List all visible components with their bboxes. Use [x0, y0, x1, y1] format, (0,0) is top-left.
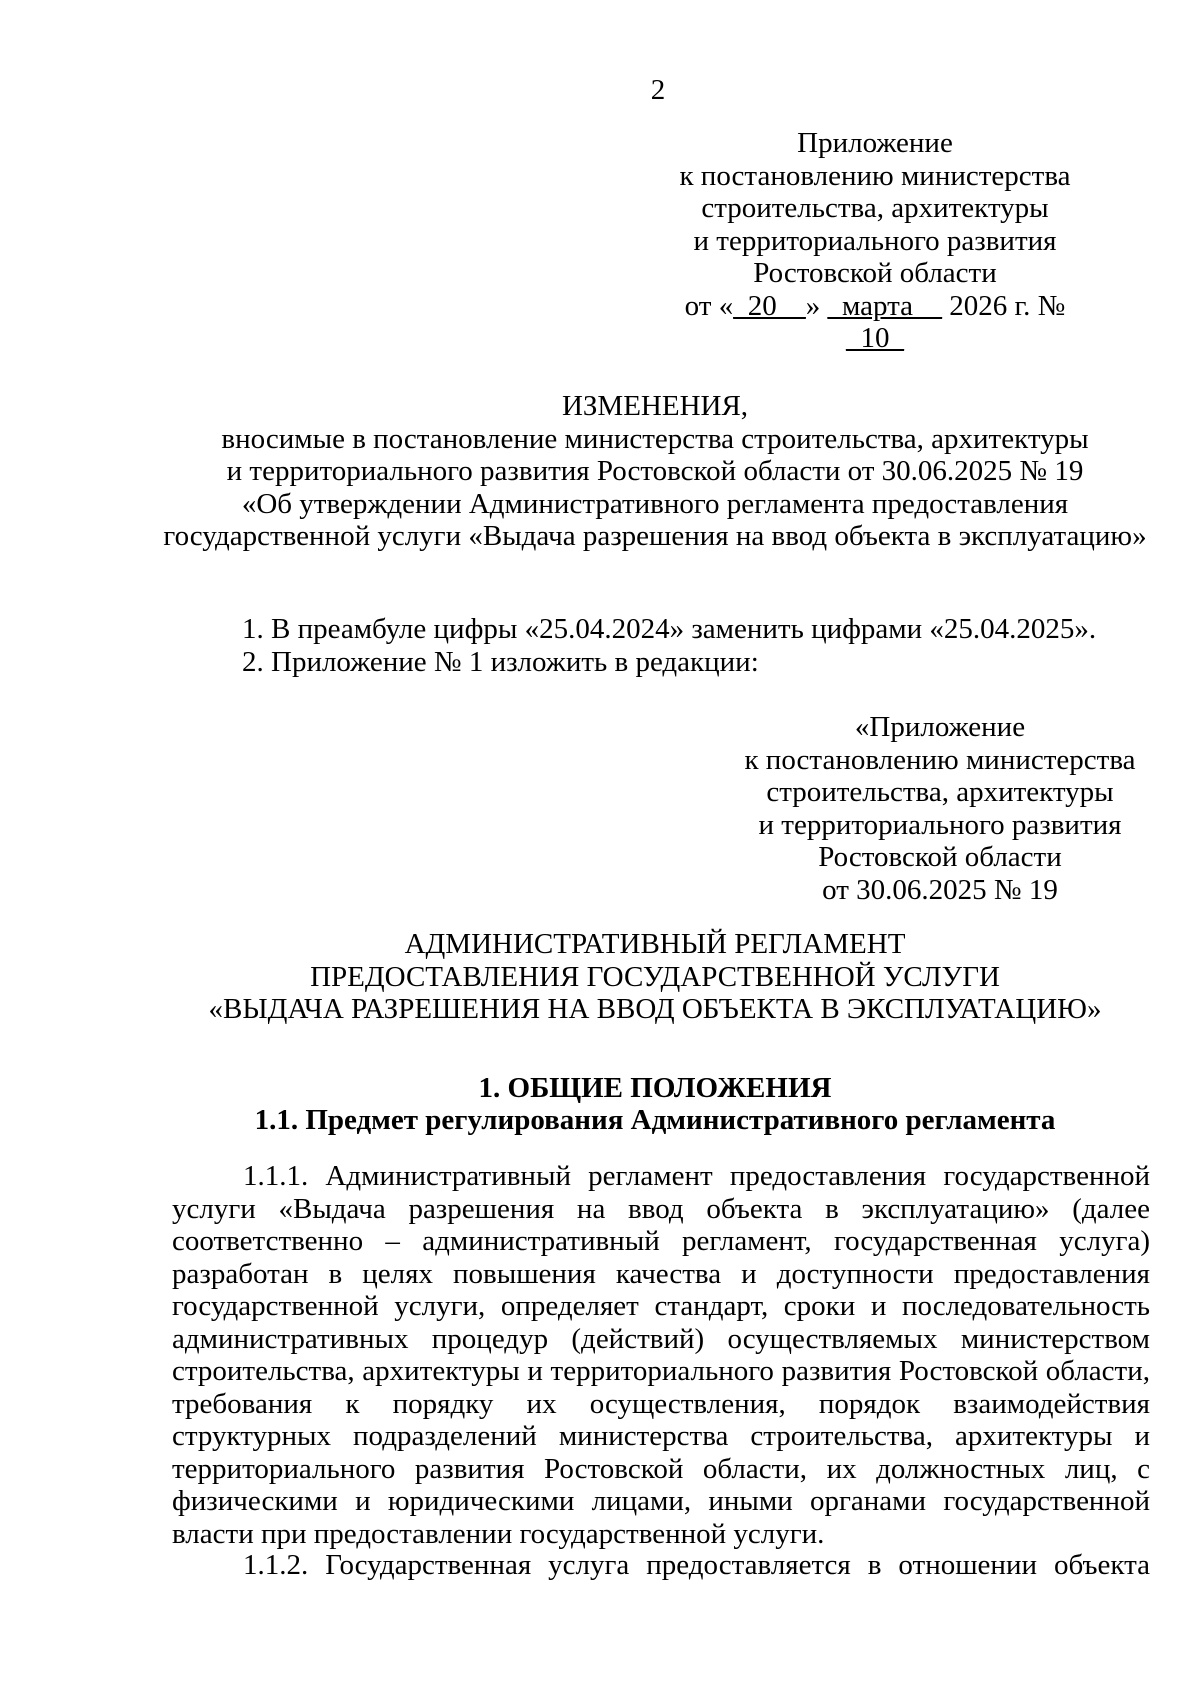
appendix-line: «Приложение [854, 711, 1026, 743]
changes-line: «Об утверждении Административного регламента предоставления [241, 487, 1069, 520]
regulation-line: АДМИНИСТРАТИВНЫЙ РЕГЛАМЕНТ [404, 928, 906, 960]
date-prefix: от « [684, 289, 734, 322]
appendix-line: строительства, архитектуры [701, 192, 1049, 224]
subsection-heading: 1.1. Предмет регулирования Административного регламента [254, 1104, 1056, 1136]
changes-heading [160, 390, 1150, 553]
appendix-line: и территориального развития [693, 224, 1057, 257]
appendix-line: Приложение [797, 127, 953, 159]
page-number: 2 [650, 74, 666, 106]
date-day: _20__ [733, 289, 806, 322]
inner-appendix-header [740, 711, 1140, 906]
paragraph-1-1-1: 1.1.1. Административный регламент предоставления государственной услуги «Выдача разрешения на ввод объекта в эксплуатацию» (далее соответственно – административный регламент, государственная услуга) разработан в целях повышения качества и доступности предоставления государственной услуги, определяет стандарт, сроки и последовательность административных процедур (действий) осуществляемых министерством строительства, архитектуры и территориального развития Ростовской области, требования к порядку их осуществления, порядок взаимодействия структурных подразделений министерства строительства, архитектуры и территориального развития Ростовской области, их должностных лиц, с физическими и юридическими лицами, иными органами государственной власти при предоставлении государственной услуги. [172, 1160, 1150, 1550]
date-number: _10_ [846, 322, 904, 354]
regulation-line: ПРЕДОСТАВЛЕНИЯ ГОСУДАРСТВЕННОЙ УСЛУГИ [310, 960, 1000, 993]
appendix-line: Ростовской области [753, 257, 997, 289]
regulation-line: «ВЫДАЧА РАЗРЕШЕНИЯ НА ВВОД ОБЪЕКТА В ЭКСПЛУАТАЦИЮ» [208, 993, 1102, 1025]
date-month: _марта__ [827, 289, 943, 322]
appendix-line: к постановлению министерства [679, 159, 1071, 192]
change-item-2: 2. Приложение № 1 изложить в редакции: [242, 646, 759, 678]
appendix-line: от 30.06.2025 № 19 [822, 873, 1058, 906]
changes-line: вносимые в постановление министерства строительства, архитектуры [221, 422, 1089, 455]
appendix-date-line [665, 290, 1085, 355]
regulation-title [160, 928, 1150, 1026]
appendix-line: строительства, архитектуры [766, 776, 1114, 808]
appendix-header [665, 127, 1085, 355]
date-mid: » [805, 289, 828, 322]
paragraph-1-1-2: 1.1.2. Государственная услуга предоставляется в отношении объекта [243, 1549, 1150, 1581]
date-year: 2026 г. № [942, 289, 1066, 322]
change-item-1: 1. В преамбуле цифры «25.04.2024» заменить цифрами «25.04.2025». [242, 613, 1097, 645]
appendix-line: Ростовской области [818, 841, 1062, 873]
changes-title: ИЗМЕНЕНИЯ, [561, 390, 749, 422]
appendix-line: к постановлению министерства [744, 743, 1136, 776]
changes-line: и территориального развития Ростовской области от 30.06.2025 № 19 [226, 455, 1084, 487]
appendix-line: и территориального развития [758, 808, 1122, 841]
changes-line: государственной услуги «Выдача разрешения на ввод объекта в эксплуатацию» [163, 520, 1147, 552]
section-heading: 1. ОБЩИЕ ПОЛОЖЕНИЯ [478, 1072, 832, 1104]
